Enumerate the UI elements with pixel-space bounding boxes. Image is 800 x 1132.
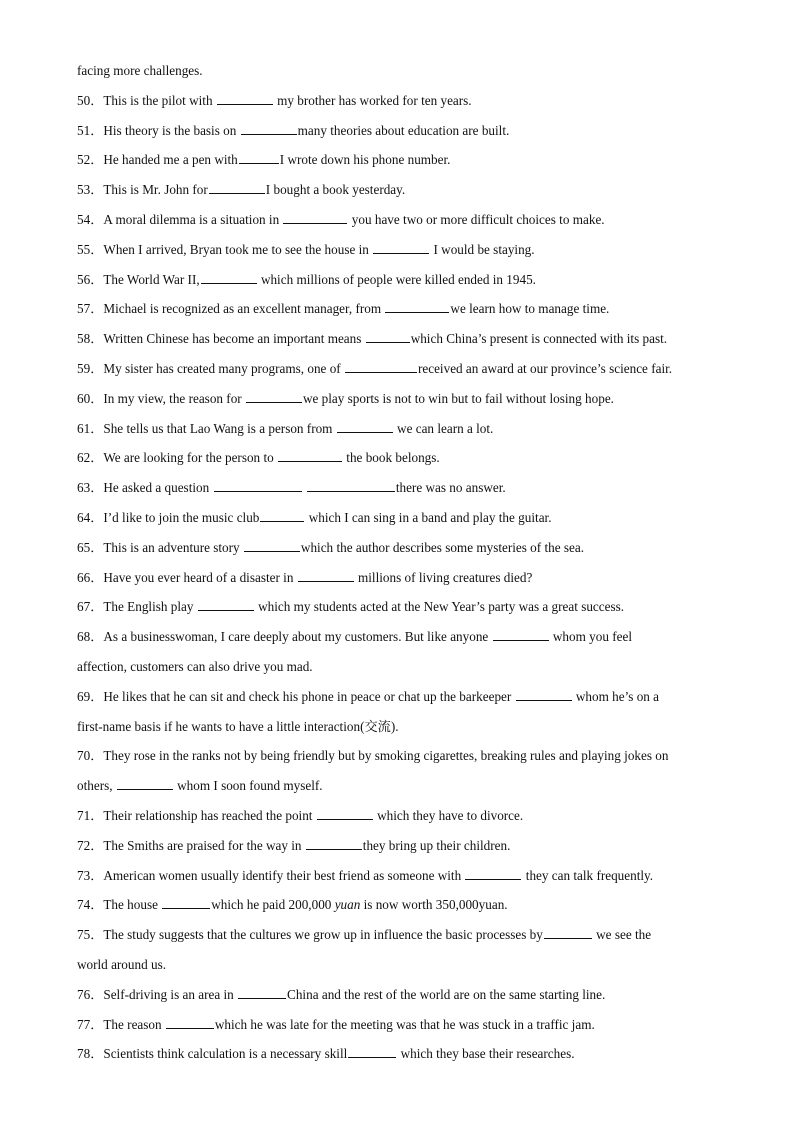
sentence-text: we learn how to manage time. — [450, 301, 610, 317]
sentence-text: affection, customers can also drive you mad. — [77, 658, 313, 674]
answer-blank[interactable] — [162, 896, 210, 909]
sentence-line — [77, 235, 727, 265]
sentence-text: which I can sing in a band and play the guitar. — [305, 509, 552, 525]
sentence-text: I bought a book yesterday. — [265, 182, 406, 198]
sentence-line — [77, 831, 727, 861]
sentence-line — [77, 116, 727, 146]
answer-blank[interactable] — [544, 926, 592, 939]
sentence-line — [77, 56, 727, 86]
sentence-text: 60．In my view, the reason for — [77, 390, 245, 406]
answer-blank[interactable] — [306, 837, 362, 850]
sentence-line — [77, 414, 727, 444]
answer-blank[interactable] — [516, 688, 572, 701]
sentence-text: 78．Scientists think calculation is a necessary skill — [77, 1046, 348, 1062]
sentence-text: 67．The English play — [77, 599, 197, 615]
answer-blank[interactable] — [117, 777, 173, 790]
answer-blank[interactable] — [246, 390, 302, 403]
sentence-text: we can learn a lot. — [393, 420, 494, 436]
sentence-text: there was no answer. — [395, 480, 506, 496]
sentence-text: whom he’s on a — [572, 688, 660, 704]
sentence-text: facing more challenges. — [77, 63, 203, 78]
sentence-line — [77, 950, 727, 980]
sentence-line — [77, 801, 727, 831]
sentence-line — [77, 861, 727, 891]
sentence-text: millions of living creatures died? — [354, 569, 533, 585]
answer-blank[interactable] — [260, 509, 304, 522]
sentence-line — [77, 920, 727, 950]
answer-blank[interactable] — [317, 807, 373, 820]
answer-blank[interactable] — [214, 479, 302, 492]
answer-blank[interactable] — [366, 330, 410, 343]
sentence-text: 66．Have you ever heard of a disaster in — [77, 569, 297, 585]
sentence-text — [303, 480, 306, 495]
sentence-text: 59．My sister has created many programs, one of — [77, 360, 344, 376]
sentence-text: they bring up their children. — [362, 837, 511, 853]
sentence-text: 50．This is the pilot with — [77, 92, 216, 108]
document-page — [77, 56, 727, 1069]
sentence-text: 69．He likes that he can sit and check his phone in peace or chat up the barkeeper — [77, 688, 515, 704]
sentence-text: 53．This is Mr. John for — [77, 182, 208, 198]
answer-blank[interactable] — [307, 479, 395, 492]
sentence-line — [77, 324, 727, 354]
sentence-line — [77, 145, 727, 175]
sentence-text: 72．The Smiths are praised for the way in — [77, 837, 305, 853]
sentence-text: whom I soon found myself. — [173, 778, 323, 794]
sentence-text: I would be staying. — [430, 241, 535, 257]
sentence-text: they can talk frequently. — [522, 867, 654, 883]
sentence-text: 51．His theory is the basis on — [77, 122, 240, 138]
sentence-line — [77, 652, 727, 682]
sentence-text: 76．Self-driving is an area in — [77, 986, 238, 1002]
sentence-text: which he paid 200,000 — [211, 897, 335, 913]
answer-blank[interactable] — [209, 181, 265, 194]
sentence-line — [77, 890, 727, 920]
sentence-line — [77, 503, 727, 533]
sentence-text: 73．American women usually identify their best friend as someone with — [77, 867, 465, 883]
sentence-line — [77, 354, 727, 384]
sentence-line — [77, 175, 727, 205]
sentence-text: others, — [77, 778, 116, 794]
answer-blank[interactable] — [166, 1016, 214, 1029]
answer-blank[interactable] — [337, 420, 393, 433]
sentence-text: 68．As a businesswoman, I care deeply about my customers. But like anyone — [77, 629, 492, 645]
sentence-text: which they have to divorce. — [373, 807, 524, 823]
sentence-text: I wrote down his phone number. — [279, 152, 451, 168]
sentence-text: 56．The World War II, — [77, 271, 200, 287]
sentence-line — [77, 205, 727, 235]
sentence-text: 55．When I arrived, Bryan took me to see the house in — [77, 241, 373, 257]
sentence-line — [77, 265, 727, 295]
answer-blank[interactable] — [385, 300, 449, 313]
sentence-text: 52．He handed me a pen with — [77, 152, 238, 168]
sentence-line — [77, 473, 727, 503]
sentence-line — [77, 533, 727, 563]
sentence-line — [77, 563, 727, 593]
sentence-text: 61．She tells us that Lao Wang is a person from — [77, 420, 336, 436]
sentence-text: 58．Written Chinese has become an important means — [77, 331, 365, 347]
sentence-line — [77, 1039, 727, 1069]
sentence-line — [77, 86, 727, 116]
answer-blank[interactable] — [201, 271, 257, 284]
sentence-text: China and the rest of the world are on the same starting line. — [287, 986, 606, 1002]
sentence-text: which he was late for the meeting was that he was stuck in a traffic jam. — [214, 1016, 595, 1032]
sentence-text: 62．We are looking for the person to — [77, 450, 277, 466]
sentence-text: first-name basis if he wants to have a little interaction(交流). — [77, 718, 399, 734]
answer-blank[interactable] — [238, 986, 286, 999]
answer-blank[interactable] — [298, 569, 354, 582]
sentence-text: the book belongs. — [343, 450, 440, 466]
sentence-text: 64．I’d like to join the music club — [77, 509, 260, 525]
sentence-text: we see the — [592, 927, 652, 943]
answer-blank[interactable] — [239, 151, 279, 164]
sentence-text: 77．The reason — [77, 1016, 165, 1032]
sentence-text: which they base their researches. — [397, 1046, 575, 1062]
sentence-line — [77, 980, 727, 1010]
sentence-line — [77, 712, 727, 742]
sentence-text: received an award at our province’s science fair. — [417, 360, 673, 376]
sentence-text: we play sports is not to win but to fail without losing hope. — [302, 390, 614, 406]
answer-blank[interactable] — [348, 1045, 396, 1058]
sentence-text: 75．The study suggests that the cultures we grow up in influence the basic processes by — [77, 927, 543, 943]
sentence-text: my brother has worked for ten years. — [273, 92, 472, 108]
sentence-line — [77, 771, 727, 801]
sentence-line — [77, 1010, 727, 1040]
answer-blank[interactable] — [278, 449, 342, 462]
sentence-text: many theories about education are built. — [297, 122, 510, 138]
sentence-line — [77, 294, 727, 324]
sentence-text: 70．They rose in the ranks not by being friendly but by smoking cigarettes, breaking rules and playing jokes on — [77, 748, 669, 764]
answer-blank[interactable] — [493, 628, 549, 641]
answer-blank[interactable] — [241, 122, 297, 135]
sentence-text: 57．Michael is recognized as an excellent manager, from — [77, 301, 385, 317]
sentence-text: which the author describes some mysteries of the sea. — [300, 539, 585, 555]
sentence-text: world around us. — [77, 956, 167, 972]
sentence-text: 74．The house — [77, 897, 162, 913]
sentence-line — [77, 682, 727, 712]
sentence-text: which millions of people were killed ended in 1945. — [257, 271, 536, 287]
sentence-text: 71．Their relationship has reached the point — [77, 807, 316, 823]
answer-blank[interactable] — [465, 867, 521, 880]
sentence-text: you have two or more difficult choices to make. — [348, 211, 605, 227]
sentence-line — [77, 592, 727, 622]
sentence-text: whom you feel — [549, 629, 632, 645]
answer-blank[interactable] — [217, 92, 273, 105]
sentence-line — [77, 741, 727, 771]
answer-blank[interactable] — [198, 598, 254, 611]
sentence-text: which my students acted at the New Year’s party was a great success. — [254, 599, 625, 615]
italic-text: yuan — [334, 897, 361, 913]
sentence-text: 54．A moral dilemma is a situation in — [77, 211, 283, 227]
answer-blank[interactable] — [283, 211, 347, 224]
sentence-line — [77, 622, 727, 652]
sentence-text: 65．This is an adventure story — [77, 539, 243, 555]
sentence-text: is now worth 350,000yuan. — [360, 897, 508, 913]
sentence-line — [77, 443, 727, 473]
answer-blank[interactable] — [345, 360, 417, 373]
sentence-line — [77, 384, 727, 414]
answer-blank[interactable] — [244, 539, 300, 552]
sentence-text: 63．He asked a question — [77, 480, 213, 496]
answer-blank[interactable] — [373, 241, 429, 254]
sentence-text: which China’s present is connected with its past. — [410, 331, 668, 347]
